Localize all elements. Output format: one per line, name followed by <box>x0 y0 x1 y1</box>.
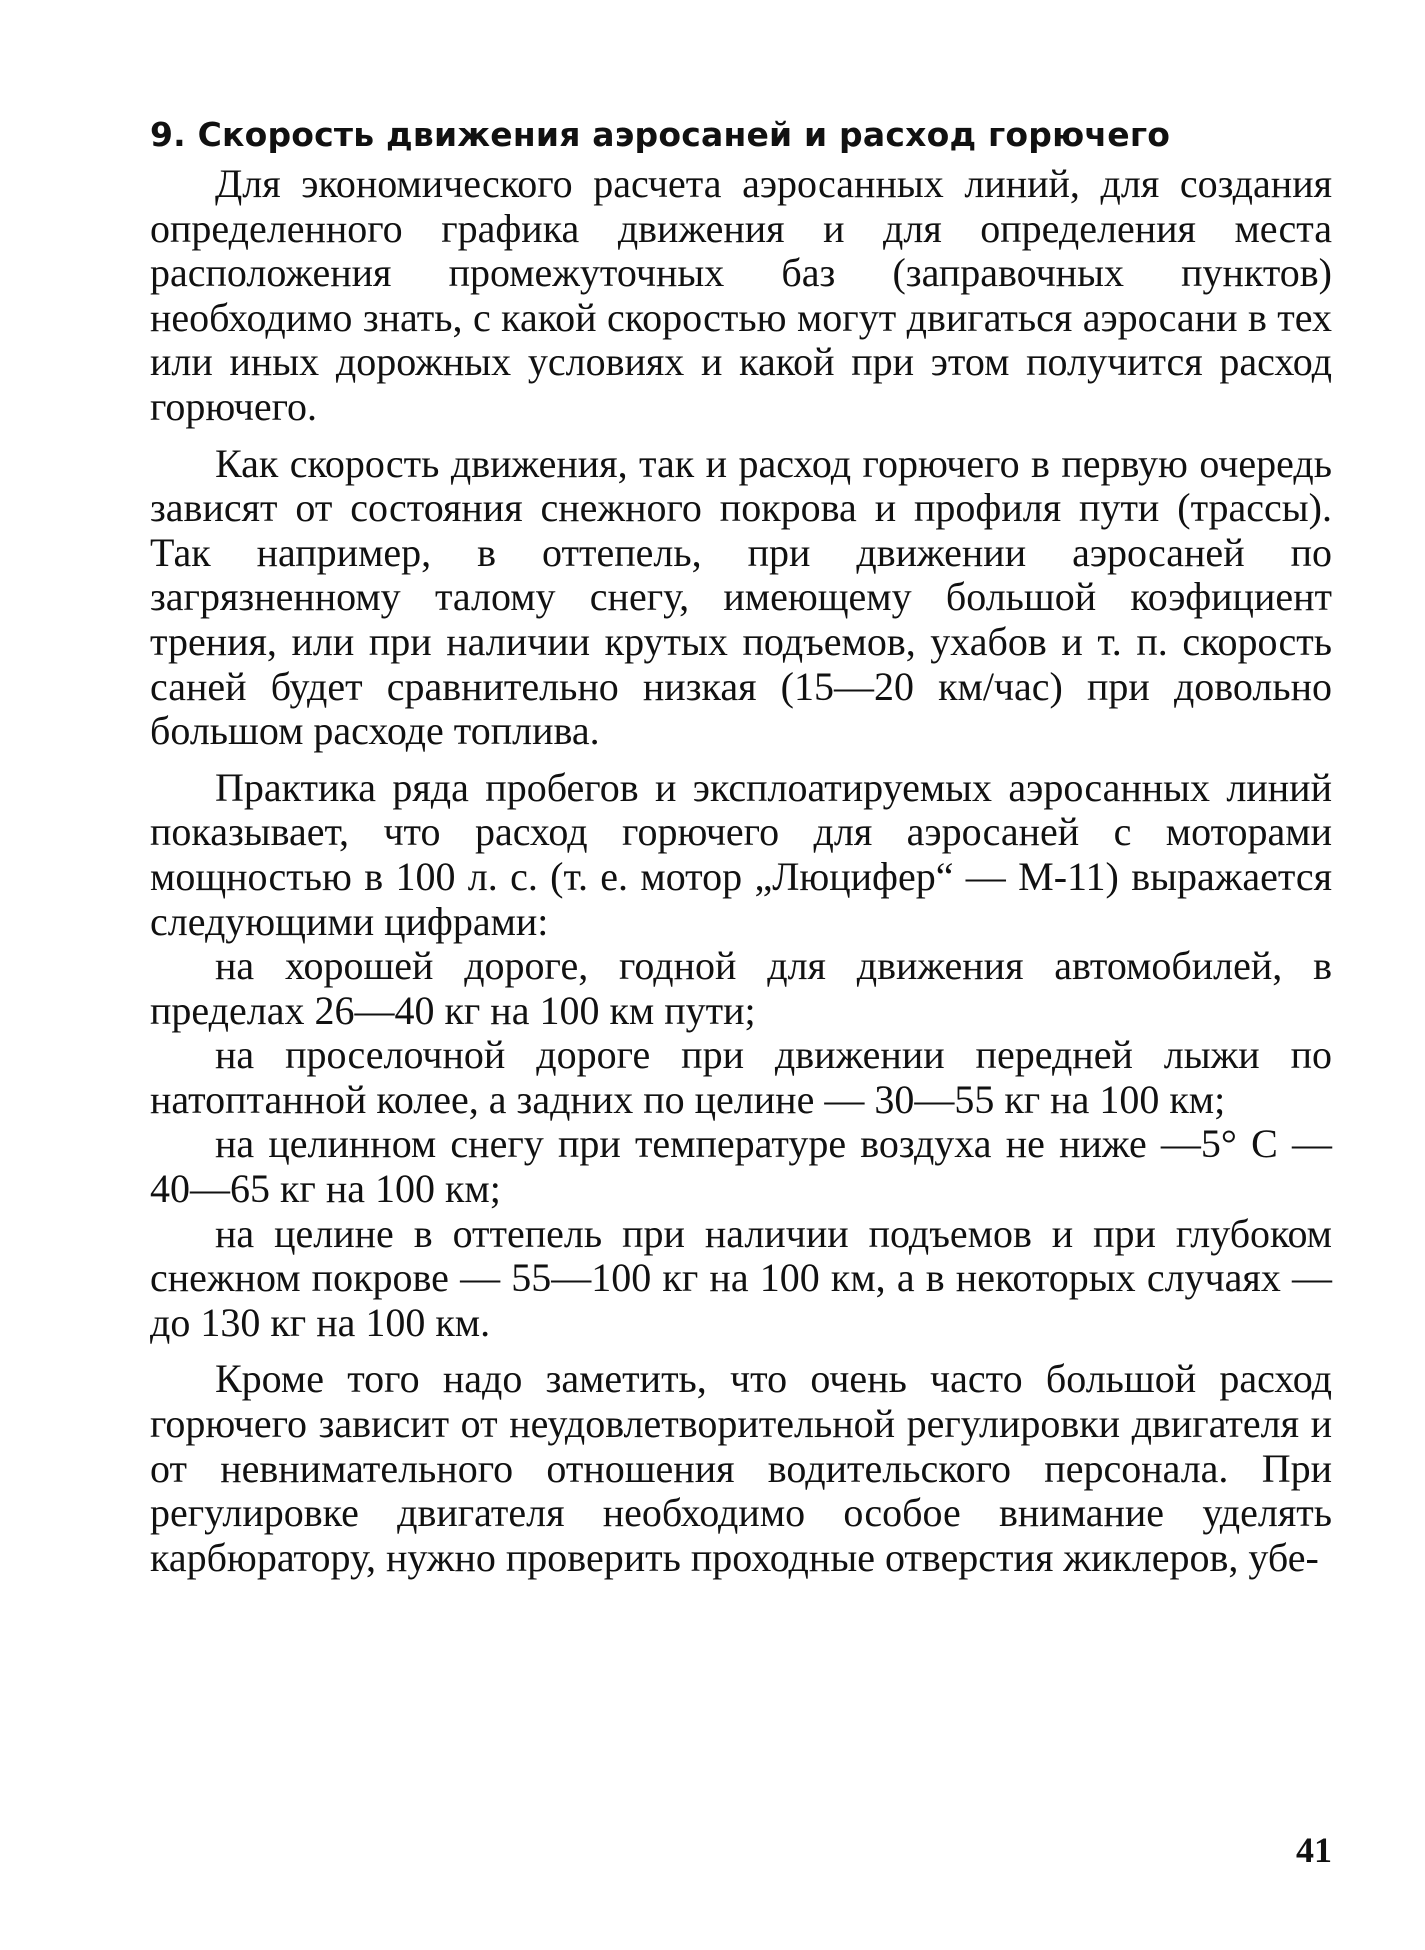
paragraph-intro: Для экономического расчета аэросанных линий, для создания определенного графика движения и для определения места расположения промежуточных баз (заправочных пунктов) необходимо знать, с какой скоростью могут двигаться аэросани в тех или иных дорожных условиях и какой при этом получится расход горючего. <box>150 161 1332 429</box>
list-item-virgin-snow: на целинном снегу при температуре воздуха не ниже —5° С — 40—65 кг на 100 км; <box>150 1121 1332 1212</box>
paragraph-speed-factors: Как скорость движения, так и расход горючего в первую очередь зависят от состояния снежного покрова и профиля пути (трассы). Так например, в оттепель, при движении аэросаней по загрязненному талому снегу, имеющему большой коэфициент трения, или при наличии крутых подъемов, ухабов и т. п. скорость саней будет сравнительно низкая (15—20 км/час) при довольно большом расходе топлива. <box>150 440 1332 754</box>
page-number: 41 <box>1296 1830 1332 1870</box>
paragraph-practice: Практика ряда пробегов и эксплоатируемых аэросанных линий показывает, что расход горючего для аэросаней с моторами мощностью в 100 л. с. (т. е. мотор „Люцифер“ — М-11) выражается следующими цифрами: <box>150 764 1332 944</box>
list-item-country-road: на проселочной дороге при движении передней лыжи по натоптанной колее, а задних по целине — 30—55 кг на 100 км; <box>150 1032 1332 1122</box>
section-heading: 9. Скорость движения аэросаней и расход горючего <box>150 115 1171 154</box>
list-item-good-road: на хорошей дороге, годной для движения автомобилей, в пределах 26—40 кг на 100 км пути; <box>150 943 1332 1033</box>
page-content <box>150 110 1332 1870</box>
paragraph-regulation: Кроме того надо заметить, что очень часто большой расход горючего зависит от неудовлетворительной регулировки двигателя и от невнимательного отношения водительского персонала. При регулировке двигателя необходимо особое внимание уделять карбюратору, нужно проверить проходные отверстия жиклеров, убе- <box>150 1356 1332 1580</box>
list-item-thaw: на целине в оттепель при наличии подъемов и при глубоком снежном покрове — 55—100 кг на 100 км, а в некоторых случаях — до 130 кг на 100 км. <box>150 1210 1332 1345</box>
